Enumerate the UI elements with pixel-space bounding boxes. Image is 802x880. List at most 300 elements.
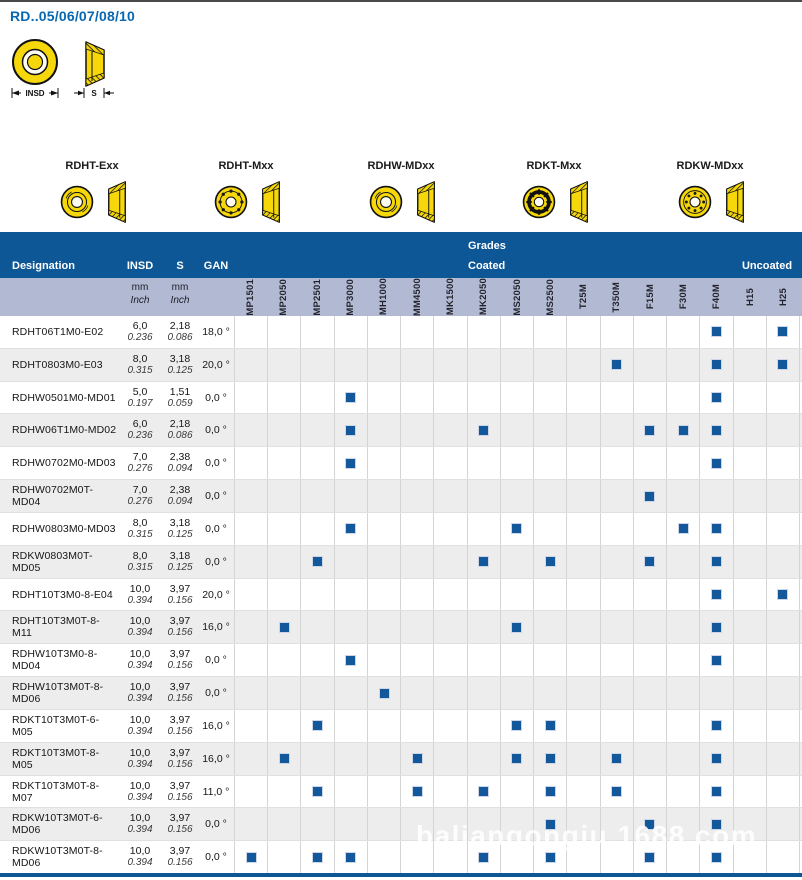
availability-square — [712, 327, 721, 336]
grade-cell-mk2050 — [467, 808, 500, 840]
grade-cell-t350m — [600, 480, 633, 512]
grade-cell-ms2050 — [500, 644, 533, 676]
availability-square — [346, 656, 355, 665]
s-cell — [162, 710, 198, 742]
grade-cell-mh1000 — [367, 677, 400, 709]
grade-cell-mm4500 — [400, 546, 433, 578]
grade-label: MM4500 — [411, 277, 423, 317]
designation-cell: RDHT10T3M0-8-E04 — [12, 588, 113, 601]
insd-inch-value: 0.394 — [127, 627, 153, 639]
gan-cell: 0,0 ° — [205, 687, 227, 700]
availability-square — [679, 524, 688, 533]
insd-units — [118, 281, 162, 307]
availability-square — [778, 327, 787, 336]
grade-cell-mk1500 — [433, 447, 466, 479]
grade-cell-mp1501 — [234, 579, 267, 611]
grade-cell-mm4500 — [400, 611, 433, 643]
table-row — [0, 776, 802, 809]
grade-cell-ms2050 — [500, 841, 533, 873]
availability-square — [346, 426, 355, 435]
grade-cell-mp2050 — [267, 447, 300, 479]
grade-cell-ms2050 — [500, 677, 533, 709]
grade-cell-mk1500 — [433, 776, 466, 808]
availability-square — [645, 492, 654, 501]
insd-mm-value: 10,0 — [129, 615, 151, 628]
grade-cell-f30m — [666, 776, 699, 808]
availability-square — [479, 787, 488, 796]
insd-inch-value: 0.315 — [127, 528, 153, 540]
insd-cell — [118, 644, 162, 676]
s-mm-value: 3,18 — [169, 516, 191, 529]
s-inch-value: 0.059 — [167, 397, 193, 409]
gan-cell: 11,0 ° — [202, 785, 230, 798]
availability-square — [712, 459, 721, 468]
grade-cell-h25 — [766, 677, 800, 709]
grade-cell-mk1500 — [433, 644, 466, 676]
grade-cell-ms2500 — [533, 316, 566, 348]
grade-cell-mp1501 — [234, 349, 267, 381]
grade-cell-mp3000 — [334, 841, 367, 873]
grade-cell-mh1000 — [367, 349, 400, 381]
designation-cell: RDKT10T3M0T-8-M07 — [12, 779, 100, 804]
grade-cell-h25 — [766, 480, 800, 512]
grade-cell-f30m — [666, 316, 699, 348]
availability-square — [346, 524, 355, 533]
grade-cell-mm4500 — [400, 316, 433, 348]
insd-cell — [118, 382, 162, 414]
insert-type-images — [645, 180, 775, 224]
grade-column-header — [234, 278, 267, 316]
grade-cell-mh1000 — [367, 447, 400, 479]
table-row — [0, 710, 802, 743]
availability-square — [645, 853, 654, 862]
grade-cell-h15 — [733, 710, 766, 742]
s-units — [162, 281, 198, 307]
grade-cell-mp2501 — [300, 710, 333, 742]
availability-square — [346, 853, 355, 862]
grade-cell-f15m — [633, 382, 666, 414]
grade-cell-mk2050 — [467, 644, 500, 676]
grade-cell-mp3000 — [334, 611, 367, 643]
grade-cell-t350m — [600, 710, 633, 742]
col-header-grades: Grades — [468, 240, 506, 252]
grade-cell-mk2050 — [467, 414, 500, 446]
s-mm-value: 2,18 — [169, 418, 191, 431]
insd-mm-value: 10,0 — [129, 582, 151, 595]
grade-cell-h15 — [733, 447, 766, 479]
availability-square — [512, 754, 521, 763]
availability-square — [546, 754, 555, 763]
insd-cell — [118, 480, 162, 512]
gan-cell: 0,0 ° — [205, 457, 227, 470]
page-title: RD..05/06/07/08/10 — [10, 8, 136, 24]
availability-square — [712, 590, 721, 599]
grade-cell-f30m — [666, 710, 699, 742]
s-mm-value: 3,97 — [169, 681, 191, 694]
grade-column-header — [600, 278, 633, 316]
s-inch-value: 0.156 — [167, 693, 193, 705]
availability-square — [645, 426, 654, 435]
table-row — [0, 546, 802, 579]
availability-square — [712, 820, 721, 829]
s-mm-value: 3,97 — [169, 779, 191, 792]
insd-mm-value: 7,0 — [132, 484, 148, 497]
grade-cell-mk1500 — [433, 743, 466, 775]
grade-cell-f30m — [666, 677, 699, 709]
availability-square — [280, 623, 289, 632]
grade-cell-f40m — [699, 677, 732, 709]
grade-cell-f15m — [633, 611, 666, 643]
grade-cell-mp2050 — [267, 316, 300, 348]
grade-cell-f30m — [666, 841, 699, 873]
grade-cell-mk2050 — [467, 447, 500, 479]
grade-column-header — [534, 278, 567, 316]
insd-mm-value: 8,0 — [132, 549, 148, 562]
grade-cell-h15 — [733, 414, 766, 446]
grade-cell-mh1000 — [367, 513, 400, 545]
grade-cell-mp3000 — [334, 808, 367, 840]
table-row — [0, 382, 802, 415]
grade-label: MP2050 — [278, 278, 290, 316]
s-mm-value: 3,18 — [169, 352, 191, 365]
grade-cell-mh1000 — [367, 611, 400, 643]
grade-cell-h15 — [733, 513, 766, 545]
grade-cell-mm4500 — [400, 644, 433, 676]
table-row — [0, 316, 802, 349]
insert-side-view-icon — [568, 180, 590, 224]
grade-cell-mp1501 — [234, 546, 267, 578]
availability-square — [645, 820, 654, 829]
insd-cell — [118, 841, 162, 873]
grade-cell-mk1500 — [433, 349, 466, 381]
grade-cell-f40m — [699, 579, 732, 611]
grade-cell-f40m — [699, 776, 732, 808]
grade-label: F40M — [711, 284, 723, 310]
table-row — [0, 677, 802, 710]
grade-cell-h15 — [733, 349, 766, 381]
insert-type-images — [489, 180, 619, 224]
gan-cell: 0,0 ° — [205, 555, 227, 568]
s-cell — [162, 841, 198, 873]
designation-cell: RDHT06T1M0-E02 — [12, 325, 104, 338]
col-header-gan: GAN — [203, 260, 229, 272]
grade-label: F15M — [644, 284, 656, 310]
grade-cell-f15m — [633, 513, 666, 545]
insd-cell — [118, 316, 162, 348]
bottom-rule — [0, 873, 802, 877]
grade-label: MK1500 — [444, 278, 456, 316]
grade-cell-ms2500 — [533, 776, 566, 808]
table-row — [0, 743, 802, 776]
grade-cell-mp3000 — [334, 349, 367, 381]
availability-square — [479, 426, 488, 435]
grade-cell-t25m — [566, 382, 599, 414]
grade-cell-mh1000 — [367, 480, 400, 512]
designation-cell: RDKW0803M0T-MD05 — [12, 549, 93, 574]
grade-cell-f15m — [633, 677, 666, 709]
grade-availability-cells — [234, 579, 800, 611]
grade-cell-mp2501 — [300, 841, 333, 873]
insert-type-rdht-exx — [27, 160, 157, 224]
grade-cell-mm4500 — [400, 710, 433, 742]
grade-availability-cells — [234, 808, 800, 840]
grade-cell-mp3000 — [334, 579, 367, 611]
s-mm-value: 1,51 — [169, 385, 191, 398]
grade-cell-mp3000 — [334, 776, 367, 808]
grade-cell-t25m — [566, 776, 599, 808]
grade-cell-f15m — [633, 776, 666, 808]
s-mm-value: 2,38 — [169, 451, 191, 464]
s-cell — [162, 677, 198, 709]
availability-square — [280, 754, 289, 763]
availability-square — [313, 721, 322, 730]
insd-mm-value: 8,0 — [132, 352, 148, 365]
insd-cell — [118, 579, 162, 611]
grade-cell-mp2501 — [300, 447, 333, 479]
col-header-uncoated: Uncoated — [741, 260, 793, 272]
grade-cell-mp1501 — [234, 480, 267, 512]
availability-square — [313, 787, 322, 796]
grade-cell-mp1501 — [234, 743, 267, 775]
grade-cell-mp2050 — [267, 513, 300, 545]
s-inch-value: 0.125 — [167, 528, 193, 540]
grade-cell-h15 — [733, 841, 766, 873]
insd-inch-value: 0.394 — [127, 725, 153, 737]
grade-cell-f30m — [666, 414, 699, 446]
grade-cell-mp2050 — [267, 710, 300, 742]
s-cell — [162, 316, 198, 348]
grade-cell-t350m — [600, 808, 633, 840]
grade-cell-h25 — [766, 513, 800, 545]
grade-column-header — [667, 278, 700, 316]
col-header-insd: INSD — [126, 260, 154, 272]
grade-column-header — [267, 278, 300, 316]
grade-availability-cells — [234, 546, 800, 578]
top-rule — [0, 0, 802, 2]
grade-cell-mp2050 — [267, 414, 300, 446]
grade-availability-cells — [234, 677, 800, 709]
col-header-coated: Coated — [468, 260, 506, 272]
unit-mm: mm — [171, 282, 189, 293]
grade-cell-t25m — [566, 349, 599, 381]
grade-cell-t350m — [600, 316, 633, 348]
grade-cell-mh1000 — [367, 414, 400, 446]
s-cell — [162, 513, 198, 545]
grade-cell-mp2050 — [267, 841, 300, 873]
grade-cell-ms2500 — [533, 349, 566, 381]
designation-cell: RDKT10T3M0T-8-M05 — [12, 746, 100, 771]
grade-cell-ms2050 — [500, 349, 533, 381]
grade-cell-mp2050 — [267, 611, 300, 643]
grade-cell-ms2050 — [500, 776, 533, 808]
s-mm-value: 3,97 — [169, 713, 191, 726]
grade-cell-mm4500 — [400, 677, 433, 709]
grade-cell-mk1500 — [433, 480, 466, 512]
table-header-band — [0, 232, 802, 278]
designation-cell: RDHW06T1M0-MD02 — [12, 424, 117, 437]
gan-cell: 20,0 ° — [202, 358, 230, 371]
grade-cell-mk1500 — [433, 316, 466, 348]
s-inch-value: 0.094 — [167, 463, 193, 475]
grade-cell-t25m — [566, 579, 599, 611]
insert-type-label: RDHT-Exx — [65, 160, 119, 172]
grade-cell-mp2501 — [300, 776, 333, 808]
unit-mm: mm — [131, 282, 149, 293]
grade-cell-t350m — [600, 841, 633, 873]
gan-cell: 20,0 ° — [202, 588, 230, 601]
insd-dimension-label: INSD — [25, 89, 45, 98]
grade-cell-mp2501 — [300, 414, 333, 446]
grade-cell-mk2050 — [467, 841, 500, 873]
insd-inch-value: 0.394 — [127, 660, 153, 672]
grade-label: MH1000 — [378, 278, 390, 316]
grade-cell-ms2500 — [533, 480, 566, 512]
grade-cell-ms2500 — [533, 808, 566, 840]
grade-cell-mk2050 — [467, 776, 500, 808]
grade-cell-mp3000 — [334, 382, 367, 414]
availability-square — [712, 360, 721, 369]
s-inch-value: 0.094 — [167, 496, 193, 508]
grade-cell-h25 — [766, 579, 800, 611]
grade-column-header — [367, 278, 400, 316]
gan-cell: 0,0 ° — [205, 818, 227, 831]
availability-square — [778, 590, 787, 599]
grade-cell-f40m — [699, 513, 732, 545]
grade-cell-mm4500 — [400, 743, 433, 775]
grade-cell-t25m — [566, 546, 599, 578]
table-row — [0, 644, 802, 677]
availability-square — [247, 853, 256, 862]
designation-cell: RDHW0702M0T-MD04 — [12, 484, 94, 509]
grade-cell-mp2050 — [267, 808, 300, 840]
insd-mm-value: 10,0 — [129, 746, 151, 759]
designation-cell: RDHW10T3M0-8-MD04 — [12, 648, 98, 673]
insert-type-rdkw-mdxx — [645, 160, 775, 224]
grade-cell-h15 — [733, 480, 766, 512]
insert-top-view-icon — [519, 182, 559, 222]
grade-cell-h25 — [766, 414, 800, 446]
gan-cell: 16,0 ° — [202, 621, 230, 634]
designation-cell: RDHW0501M0-MD01 — [12, 391, 116, 404]
grade-cell-mh1000 — [367, 316, 400, 348]
s-inch-value: 0.156 — [167, 824, 193, 836]
s-inch-value: 0.086 — [167, 331, 193, 343]
grade-cell-mp1501 — [234, 513, 267, 545]
grade-cell-f40m — [699, 743, 732, 775]
s-mm-value: 3,97 — [169, 615, 191, 628]
insd-mm-value: 6,0 — [132, 418, 148, 431]
grade-cell-mm4500 — [400, 447, 433, 479]
insert-type-images — [27, 180, 157, 224]
grade-cell-mp2050 — [267, 776, 300, 808]
s-inch-value: 0.156 — [167, 725, 193, 737]
availability-square — [512, 524, 521, 533]
grade-cell-mm4500 — [400, 414, 433, 446]
grade-cell-mp1501 — [234, 316, 267, 348]
s-dimension-label: S — [91, 89, 97, 98]
table-row — [0, 579, 802, 612]
insd-mm-value: 10,0 — [129, 648, 151, 661]
insd-mm-value: 5,0 — [132, 385, 148, 398]
grade-cell-mm4500 — [400, 349, 433, 381]
grade-cell-mk1500 — [433, 414, 466, 446]
availability-square — [479, 853, 488, 862]
grade-availability-cells — [234, 414, 800, 446]
availability-square — [413, 754, 422, 763]
insert-type-label: RDHT-Mxx — [218, 160, 274, 172]
availability-square — [512, 721, 521, 730]
grade-cell-h15 — [733, 611, 766, 643]
grade-cell-mp3000 — [334, 546, 367, 578]
grade-label: MP3000 — [345, 278, 357, 316]
grade-cell-f40m — [699, 611, 732, 643]
grade-label: T25M — [578, 284, 590, 310]
grade-cell-t25m — [566, 677, 599, 709]
grade-cell-mp2050 — [267, 382, 300, 414]
grade-cell-mp1501 — [234, 677, 267, 709]
grade-cell-t350m — [600, 414, 633, 446]
insert-dimension-diagram — [8, 38, 128, 104]
grade-availability-cells — [234, 611, 800, 643]
table-units-band — [0, 278, 802, 316]
grade-cell-t25m — [566, 841, 599, 873]
insd-inch-value: 0.236 — [127, 331, 153, 343]
grade-cell-mp1501 — [234, 776, 267, 808]
insert-top-view-icon — [675, 182, 715, 222]
insd-cell — [118, 776, 162, 808]
grade-cell-f30m — [666, 579, 699, 611]
insert-type-label: RDKW-MDxx — [676, 160, 744, 172]
grade-cell-t350m — [600, 644, 633, 676]
grade-cell-t25m — [566, 743, 599, 775]
s-inch-value: 0.156 — [167, 627, 193, 639]
s-inch-value: 0.086 — [167, 430, 193, 442]
insd-cell — [118, 349, 162, 381]
s-cell — [162, 349, 198, 381]
col-header-designation: Designation — [12, 260, 75, 272]
grade-cell-t25m — [566, 513, 599, 545]
grade-cell-ms2500 — [533, 677, 566, 709]
grade-cell-t25m — [566, 414, 599, 446]
grade-cell-mp2501 — [300, 579, 333, 611]
grade-label: T350M — [611, 281, 623, 313]
availability-square — [712, 426, 721, 435]
grade-cell-mp2501 — [300, 677, 333, 709]
grade-cell-mp3000 — [334, 513, 367, 545]
grade-cell-mp1501 — [234, 644, 267, 676]
insert-type-label: RDHW-MDxx — [367, 160, 435, 172]
insert-side-view-icon — [724, 180, 746, 224]
grade-cell-t25m — [566, 808, 599, 840]
grade-cell-mm4500 — [400, 480, 433, 512]
s-cell — [162, 414, 198, 446]
insd-cell — [118, 414, 162, 446]
grade-label: F30M — [678, 284, 689, 310]
availability-square — [546, 557, 555, 566]
grade-cell-mk2050 — [467, 513, 500, 545]
s-inch-value: 0.125 — [167, 561, 193, 573]
grade-cell-mp3000 — [334, 677, 367, 709]
grade-cell-mk2050 — [467, 316, 500, 348]
grade-cell-ms2050 — [500, 579, 533, 611]
grade-cell-ms2500 — [533, 644, 566, 676]
table-rows — [0, 316, 802, 874]
gan-cell: 0,0 ° — [205, 851, 227, 864]
availability-square — [712, 656, 721, 665]
grade-availability-cells — [234, 644, 800, 676]
table-row — [0, 808, 802, 841]
insert-type-label: RDKT-Mxx — [526, 160, 582, 172]
